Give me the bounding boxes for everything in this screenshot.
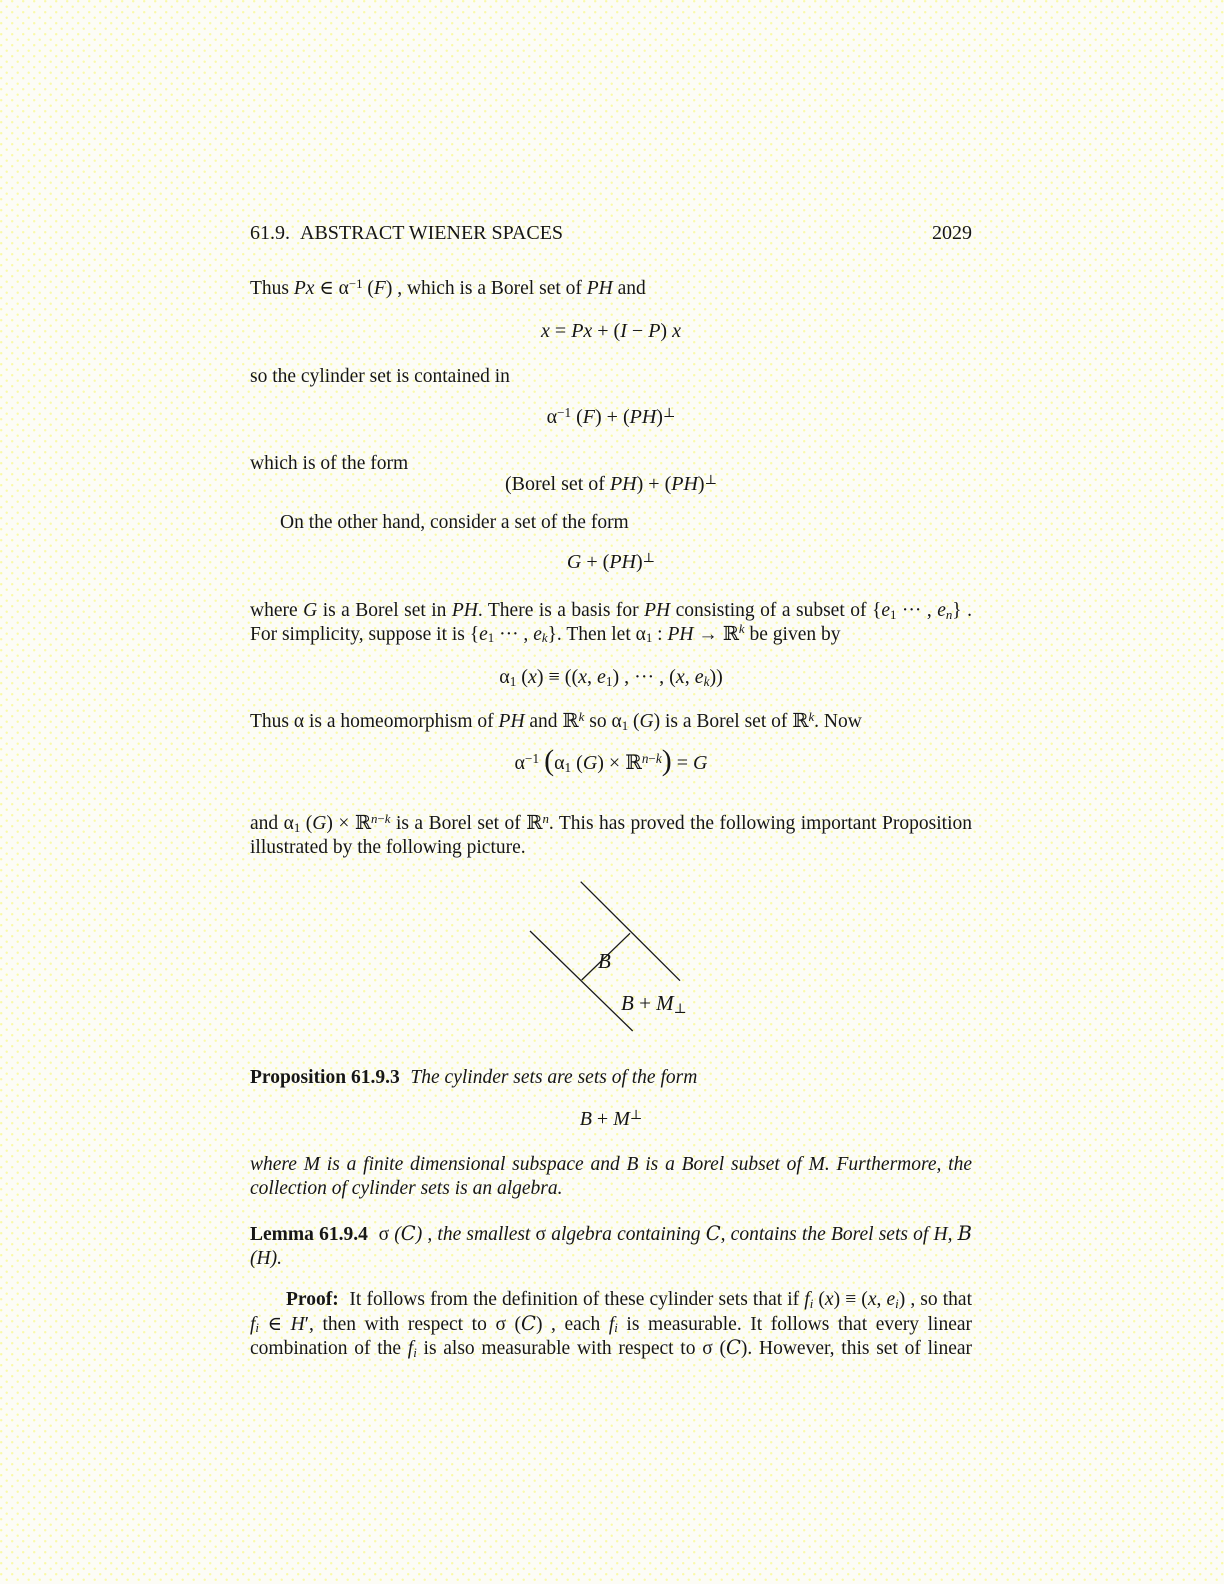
eq-alpha-inverse-f: $\alpha^{-1}$ (F) + (PH)⊥: [546, 404, 676, 428]
figure-canvas: [505, 872, 735, 1047]
cylinder-sets-figure: [505, 872, 735, 1047]
section-heading: 61.9. ABSTRACT WIENER SPACES: [250, 222, 564, 244]
para-on-other-hand: On the other hand, consider a set of the form: [280, 512, 629, 533]
eq-alpha-inverse-g: $\alpha^{-1}$ ($\alpha_1$ (G) × ℝ$^{n-k}$) = G: [514, 744, 708, 778]
proof-body: It follows from the definition of these cylinder sets that if $f_i$ (x) ≡ (x, $e_i$) , so that $f_i$ ∈ H′, then with respect to σ (C) , each $f_i$ is measurable. It follows that every linear combination of the $f_i$ is also measurable with respect to σ (C). However, this set of linear: [250, 1289, 973, 1360]
proof-heading: Proof:: [286, 1289, 339, 1310]
figure-label-b-plus-m-perp: $B + M_\perp$: [621, 991, 687, 1017]
eq-g-ph-perp: G + (PH)⊥: [566, 549, 656, 573]
para-which-form: which is of the form: [250, 453, 409, 474]
proposition-body: where M is a finite dimensional subspace and B is a Borel subset of M. Furthermore, the collection of cylinder sets is an algebra.: [250, 1154, 973, 1199]
para-where-g-borel: where G is a Borel set in PH. There is a basis for PH consisting of a subset of {$e_1$ ··· , $e_n$} . For simplicity, suppose it is {$e_1$ ··· , $e_k$}. Then let $\alpha_1$ : PH → ℝ$^k$ be given by: [250, 600, 972, 646]
proposition-lead: The cylinder sets are sets of the form: [410, 1067, 698, 1088]
lemma-block: [250, 1222, 972, 1270]
proposition-block: [250, 1066, 972, 1090]
figure-label-b: B: [598, 949, 611, 973]
lemma-body: σ (C) , the smallest σ algebra containing C, contains the Borel sets of H, B (H).: [250, 1222, 973, 1269]
para-thus-alpha-homeomorphism: Thus α is a homeomorphism of PH and ℝ$^k$ so $\alpha_1$ (G) is a Borel set of ℝ$^k$. Now: [250, 709, 862, 733]
eq-x-decomposition: x = Px + (I − P) x: [541, 320, 681, 342]
para-cylinder-contained: so the cylinder set is contained in: [250, 366, 510, 387]
proposition-heading: Proposition 61.9.3: [250, 1067, 400, 1088]
eq-b-plus-m-perp: B + M⊥: [579, 1106, 643, 1130]
page-number: 2029: [932, 222, 972, 244]
eq-borel-set-ph: (Borel set of PH) + (PH)⊥: [504, 471, 717, 495]
running-header: [250, 222, 972, 246]
para-and-alpha1-borel: and $\alpha_1$ (G) × ℝ$^{n-k}$ is a Borel set of ℝ$^n$. This has proved the following important Proposition illustrated by the following picture.: [250, 811, 972, 858]
eq-alpha1-definition: $\alpha_1$ (x) ≡ ((x, $e_1$) , ··· , (x, $e_k$)): [499, 666, 723, 689]
proof-block: [250, 1288, 972, 1361]
lemma-heading: Lemma 61.9.4: [250, 1224, 368, 1245]
para-thus-px: Thus Px ∈ $\alpha^{-1}$ (F) , which is a Borel set of PH and: [250, 276, 646, 299]
